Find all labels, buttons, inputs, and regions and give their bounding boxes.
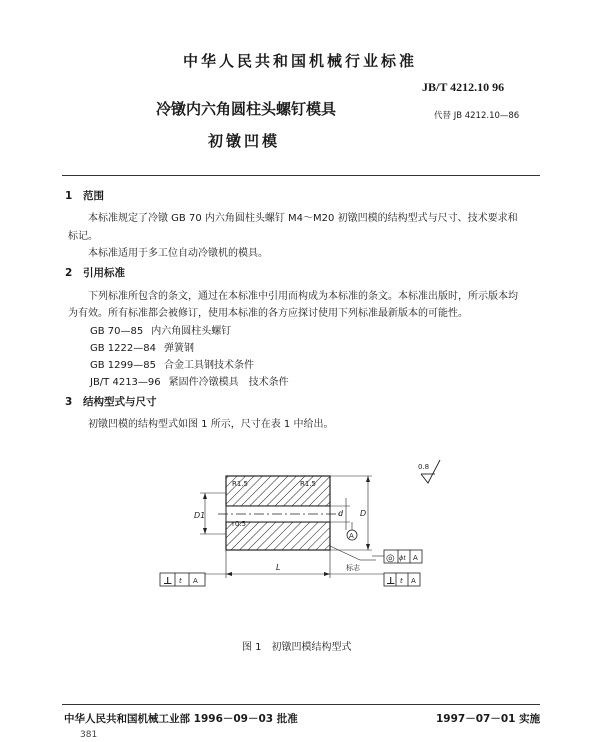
standard-category-title: 中华人民共和国机械行业标准 (182, 52, 417, 70)
paragraph: 初镦凹模的结构型式如图 1 所示，尺寸在表 1 中给出。 (88, 419, 334, 430)
page-mark: 381 (80, 730, 98, 740)
paragraph: 为有效。所有标准都会被修订，使用本标准的各方应探讨使用下列标准最新版本的可能性。 (68, 308, 468, 319)
replaces-standard: 代替 JB 4212.10—86 (434, 111, 520, 121)
reference-code: GB 1299—85 (90, 360, 156, 371)
reference-title: 弹簧钢 (163, 343, 194, 354)
section-title: 引用标准 (83, 267, 125, 279)
section-title: 范围 (83, 190, 104, 202)
reference-item (90, 339, 194, 354)
gtol-tol: t (179, 577, 182, 585)
section-number: 2 (65, 267, 73, 279)
figure-caption: 图 1 初镦凹模结构型式 (242, 642, 352, 653)
standard-number: JB/T 4212.10 96 (422, 80, 505, 94)
reference-code: GB 1222—84 (90, 343, 156, 354)
die-technical-drawing (150, 455, 450, 630)
section-1-heading (65, 188, 104, 203)
reference-code: GB 70—85 (90, 326, 144, 337)
paragraph: 本标准适用于多工位自动冷镦机的模具。 (88, 248, 268, 259)
footer-divider (62, 704, 540, 705)
section-3-heading (65, 394, 157, 409)
effective-date: 1997－07－01 实施 (436, 713, 541, 725)
gtol-datum: A (411, 577, 416, 585)
section-2-heading (65, 265, 125, 280)
gtol-coax-symbol: ◎ (386, 553, 395, 564)
reference-title: 内六角圆柱头螺钉 (151, 326, 232, 337)
reference-title: 合金工具钢技术条件 (163, 360, 254, 371)
gtol-perp-symbol: ⊥ (163, 576, 173, 587)
section-title: 结构型式与尺寸 (83, 396, 157, 408)
gtol-datum: A (193, 577, 198, 585)
reference-title: 紧固件冷镦模具 技术条件 (168, 377, 289, 388)
marking-label: 标志 (346, 564, 360, 572)
reference-item (90, 322, 231, 337)
dim-d1-label: D1 (194, 511, 206, 520)
dim-L-label: L (276, 563, 281, 572)
paragraph: 本标准规定了冷镦 GB 70 内六角圆柱头螺钉 M4～M20 初镦凹模的结构型式与尺寸、技术要求和 (88, 213, 518, 224)
section-number: 3 (65, 396, 73, 408)
document-title: 冷镦内六角圆柱头螺钉模具 (156, 100, 337, 118)
dim-D-label: D (360, 509, 367, 518)
document-subtitle: 初镦凹模 (208, 132, 281, 150)
issued-date: 中华人民共和国机械工业部 1996－09－03 批准 (64, 713, 298, 725)
datum-a-label: A (349, 532, 354, 540)
section-number: 1 (65, 190, 73, 202)
radius-left-label: R1.5 (232, 480, 248, 488)
gtol-tol: t (400, 577, 403, 585)
reference-item (90, 356, 254, 371)
gtol-perp-symbol: ⊥ (386, 576, 396, 587)
gtol-coax-tol: ϕt (399, 554, 406, 562)
roughness-value: 0.8 (418, 463, 430, 471)
paragraph: 下列标准所包含的条文，通过在本标准中引用而构成为本标准的条文。本标准出版时，所示版本均 (88, 291, 518, 302)
radius-inner-label: r0.5 (232, 520, 247, 528)
gtol-coax-datum: A (413, 554, 418, 562)
reference-item (90, 373, 289, 388)
dim-d-label: d (338, 509, 344, 518)
radius-right-label: R1.5 (300, 480, 316, 488)
reference-code: JB/T 4213—96 (90, 377, 161, 388)
paragraph: 标记。 (68, 231, 98, 242)
header-divider (62, 175, 540, 176)
